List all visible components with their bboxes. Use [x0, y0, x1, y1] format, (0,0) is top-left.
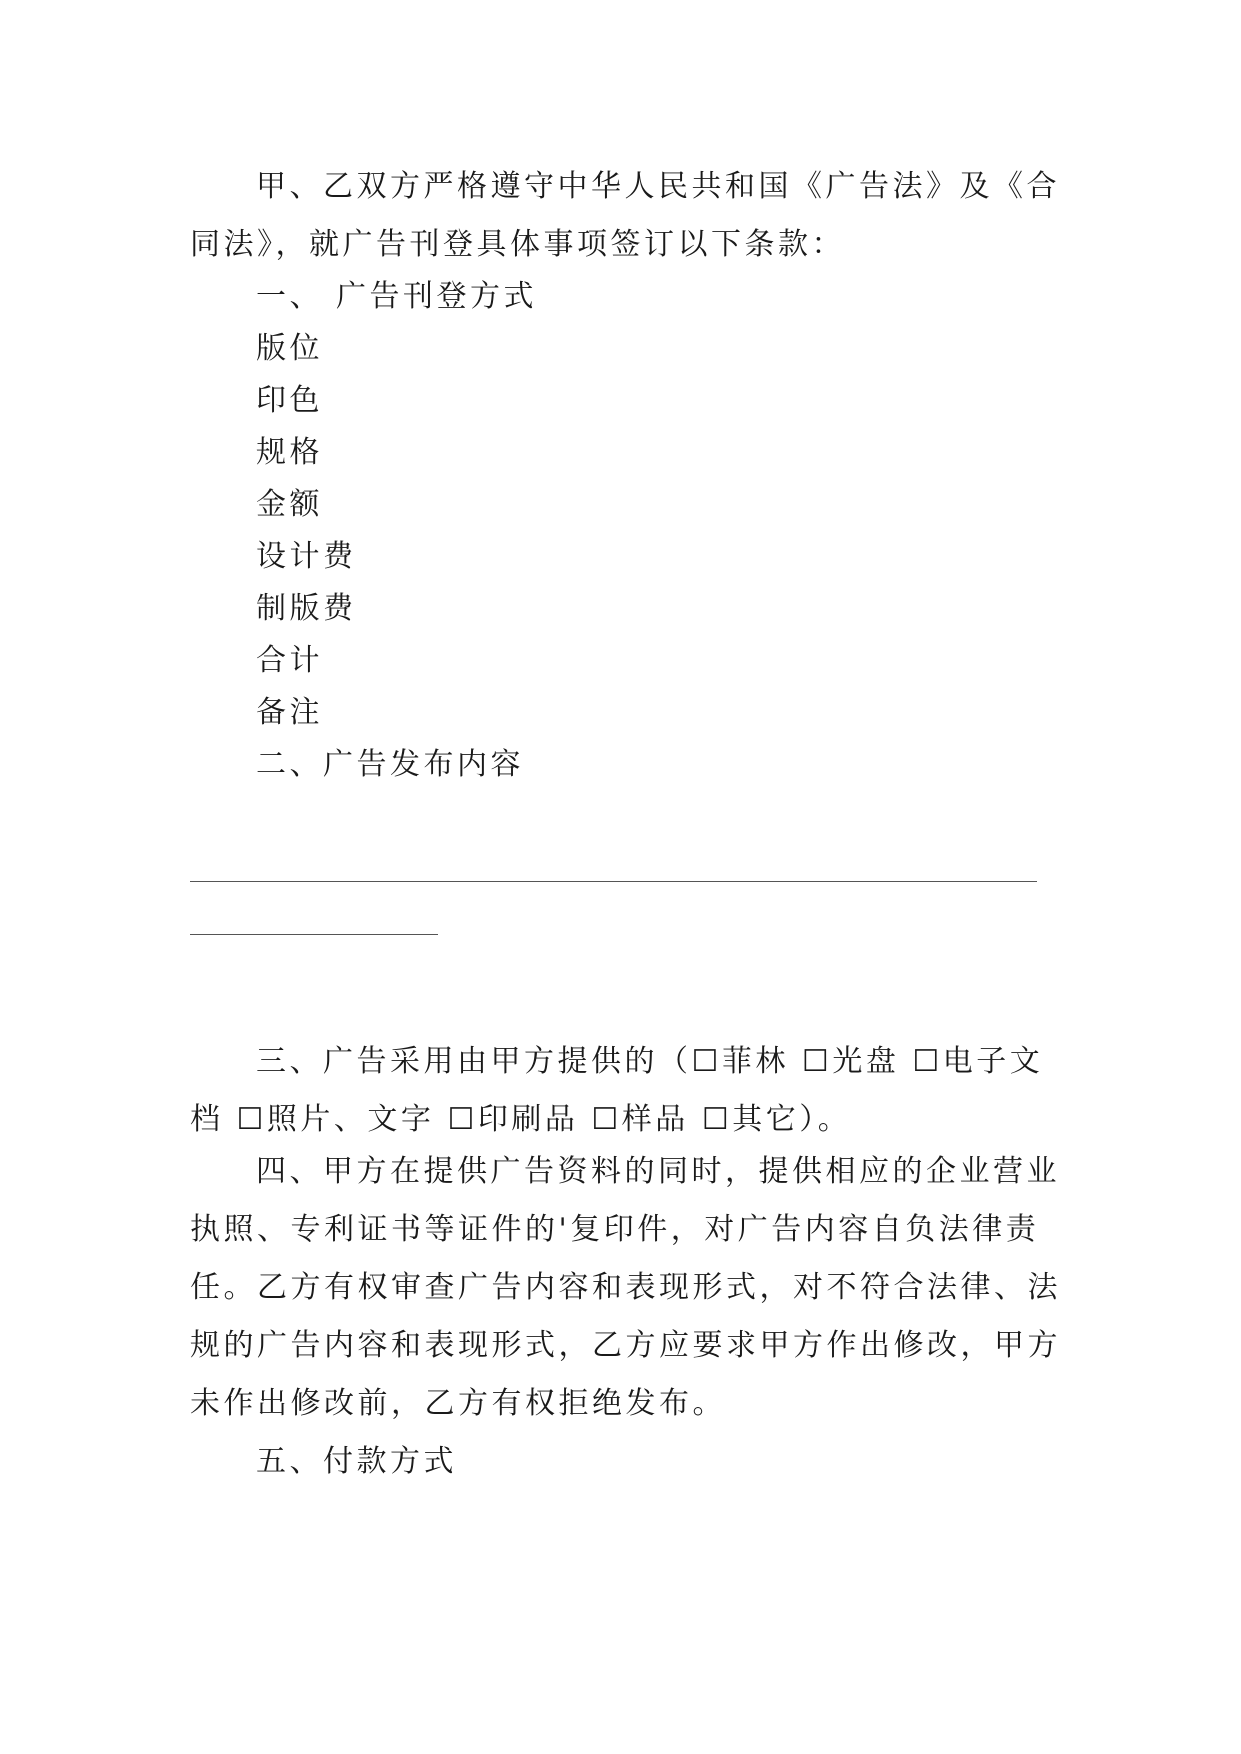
section2-heading: 二、广告发布内容 [256, 747, 524, 782]
section1-item-layout: 版位 [256, 331, 323, 366]
section4-line-5: 未作出修改前，乙方有权拒绝发布。 [190, 1386, 726, 1421]
section4-line-3: 任。乙方有权审查广告内容和表现形式，对不符合法律、法 [190, 1270, 1061, 1305]
intro-line-2: 同法》，就广告刊登具体事项签订以下条款： [190, 227, 845, 262]
section1-item-remarks: 备注 [256, 695, 323, 730]
section3-line-2: 档 ☐照片、文字 ☐印刷品 ☐样品 ☐其它）。 [190, 1102, 852, 1137]
section5-heading: 五、付款方式 [256, 1444, 457, 1479]
intro-line-1: 甲、乙双方严格遵守中华人民共和国《广告法》及《合 [256, 169, 1060, 204]
section3-line-1: 三、广告采用由甲方提供的（☐菲林 ☐光盘 ☐电子文 [256, 1044, 1044, 1079]
section1-item-plate-fee: 制版费 [256, 591, 357, 626]
section1-item-spec: 规格 [256, 435, 323, 470]
section1-item-total: 合计 [256, 643, 323, 678]
section1-item-amount: 金额 [256, 487, 323, 522]
blank-fill-line-2 [190, 934, 438, 935]
section1-item-color: 印色 [256, 383, 323, 418]
section4-line-2: 执照、专利证书等证件的'复印件，对广告内容自负法律责 [190, 1212, 1040, 1247]
section4-line-4: 规的广告内容和表现形式，乙方应要求甲方作出修改，甲方 [190, 1328, 1061, 1363]
section4-line-1: 四、甲方在提供广告资料的同时，提供相应的企业营业 [256, 1154, 1060, 1189]
section1-heading: 一、 广告刊登方式 [256, 279, 538, 314]
section1-item-design-fee: 设计费 [256, 539, 357, 574]
blank-fill-line-1 [190, 881, 1037, 882]
